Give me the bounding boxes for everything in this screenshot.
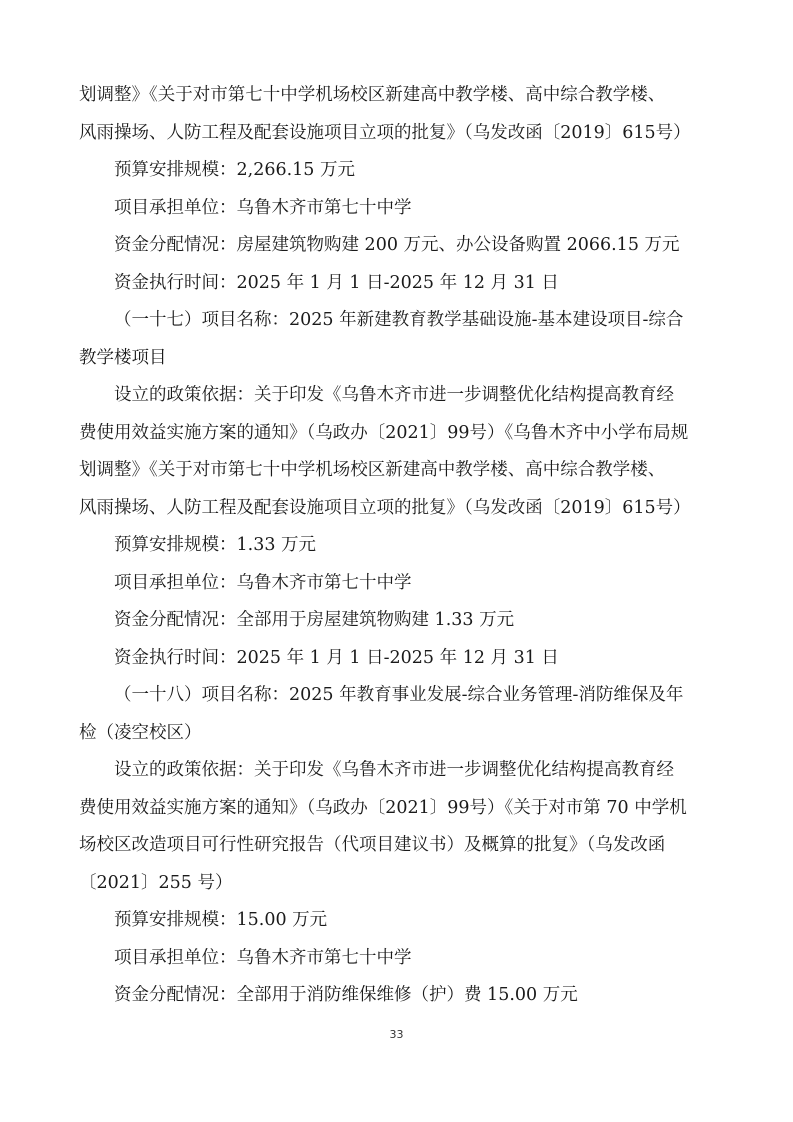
section-heading-line: （一十八）项目名称：2025 年教育事业发展-综合业务管理-消防维保及年: [114, 685, 684, 705]
text-line: 预算安排规模：2,266.15 万元: [114, 160, 355, 180]
text-line: 项目承担单位：乌鲁木齐市第七十中学: [114, 197, 412, 218]
text-line: 预算安排规模：1.33 万元: [114, 535, 317, 555]
text-line: 资金分配情况：全部用于房屋建筑物购建 1.33 万元: [114, 610, 515, 630]
text-line: 资金分配情况：全部用于消防维保维修（护）费 15.00 万元: [114, 985, 578, 1005]
page-number: 33: [389, 1028, 404, 1041]
text-line: 资金执行时间：2025 年 1 月 1 日-2025 年 12 月 31 日: [114, 272, 559, 293]
text-line: 预算安排规模：15.00 万元: [114, 910, 328, 930]
text-line: 检（凌空校区）: [79, 722, 202, 743]
text-line: 风雨操场、人防工程及配套设施项目立项的批复》（乌发改函〔2019〕615号）: [79, 122, 691, 143]
text-line: 〔2021〕255 号）: [79, 872, 233, 893]
text-line: 风雨操场、人防工程及配套设施项目立项的批复》（乌发改函〔2019〕615号）: [79, 497, 691, 518]
text-line: 费使用效益实施方案的通知》（乌政办〔2021〕99号）《乌鲁木齐中小学布局规: [79, 422, 689, 443]
text-line: 教学楼项目: [79, 347, 167, 368]
document-body: [79, 84, 719, 1022]
text-line: 设立的政策依据：关于印发《乌鲁木齐市进一步调整优化结构提高教育经: [114, 760, 674, 780]
text-line: 场校区改造项目可行性研究报告（代项目建议书）及概算的批复》（乌发改函: [79, 835, 666, 855]
text-line: 设立的政策依据：关于印发《乌鲁木齐市进一步调整优化结构提高教育经: [114, 385, 674, 405]
text-line: 费使用效益实施方案的通知》（乌政办〔2021〕99号）《关于对市第 70 中学机: [79, 797, 687, 818]
text-line: 划调整》《关于对市第七十中学机场校区新建高中教学楼、高中综合教学楼、: [79, 460, 666, 480]
text-line: 项目承担单位：乌鲁木齐市第七十中学: [114, 947, 412, 968]
text-line: 资金分配情况：房屋建筑物购建 200 万元、办公设备购置 2066.15 万元: [114, 235, 680, 255]
text-line: 项目承担单位：乌鲁木齐市第七十中学: [114, 572, 412, 593]
text-line: 划调整》《关于对市第七十中学机场校区新建高中教学楼、高中综合教学楼、: [79, 85, 666, 105]
section-heading-line: （一十七）项目名称：2025 年新建教育教学基础设施-基本建设项目-综合: [114, 310, 684, 330]
text-line: 资金执行时间：2025 年 1 月 1 日-2025 年 12 月 31 日: [114, 647, 559, 668]
